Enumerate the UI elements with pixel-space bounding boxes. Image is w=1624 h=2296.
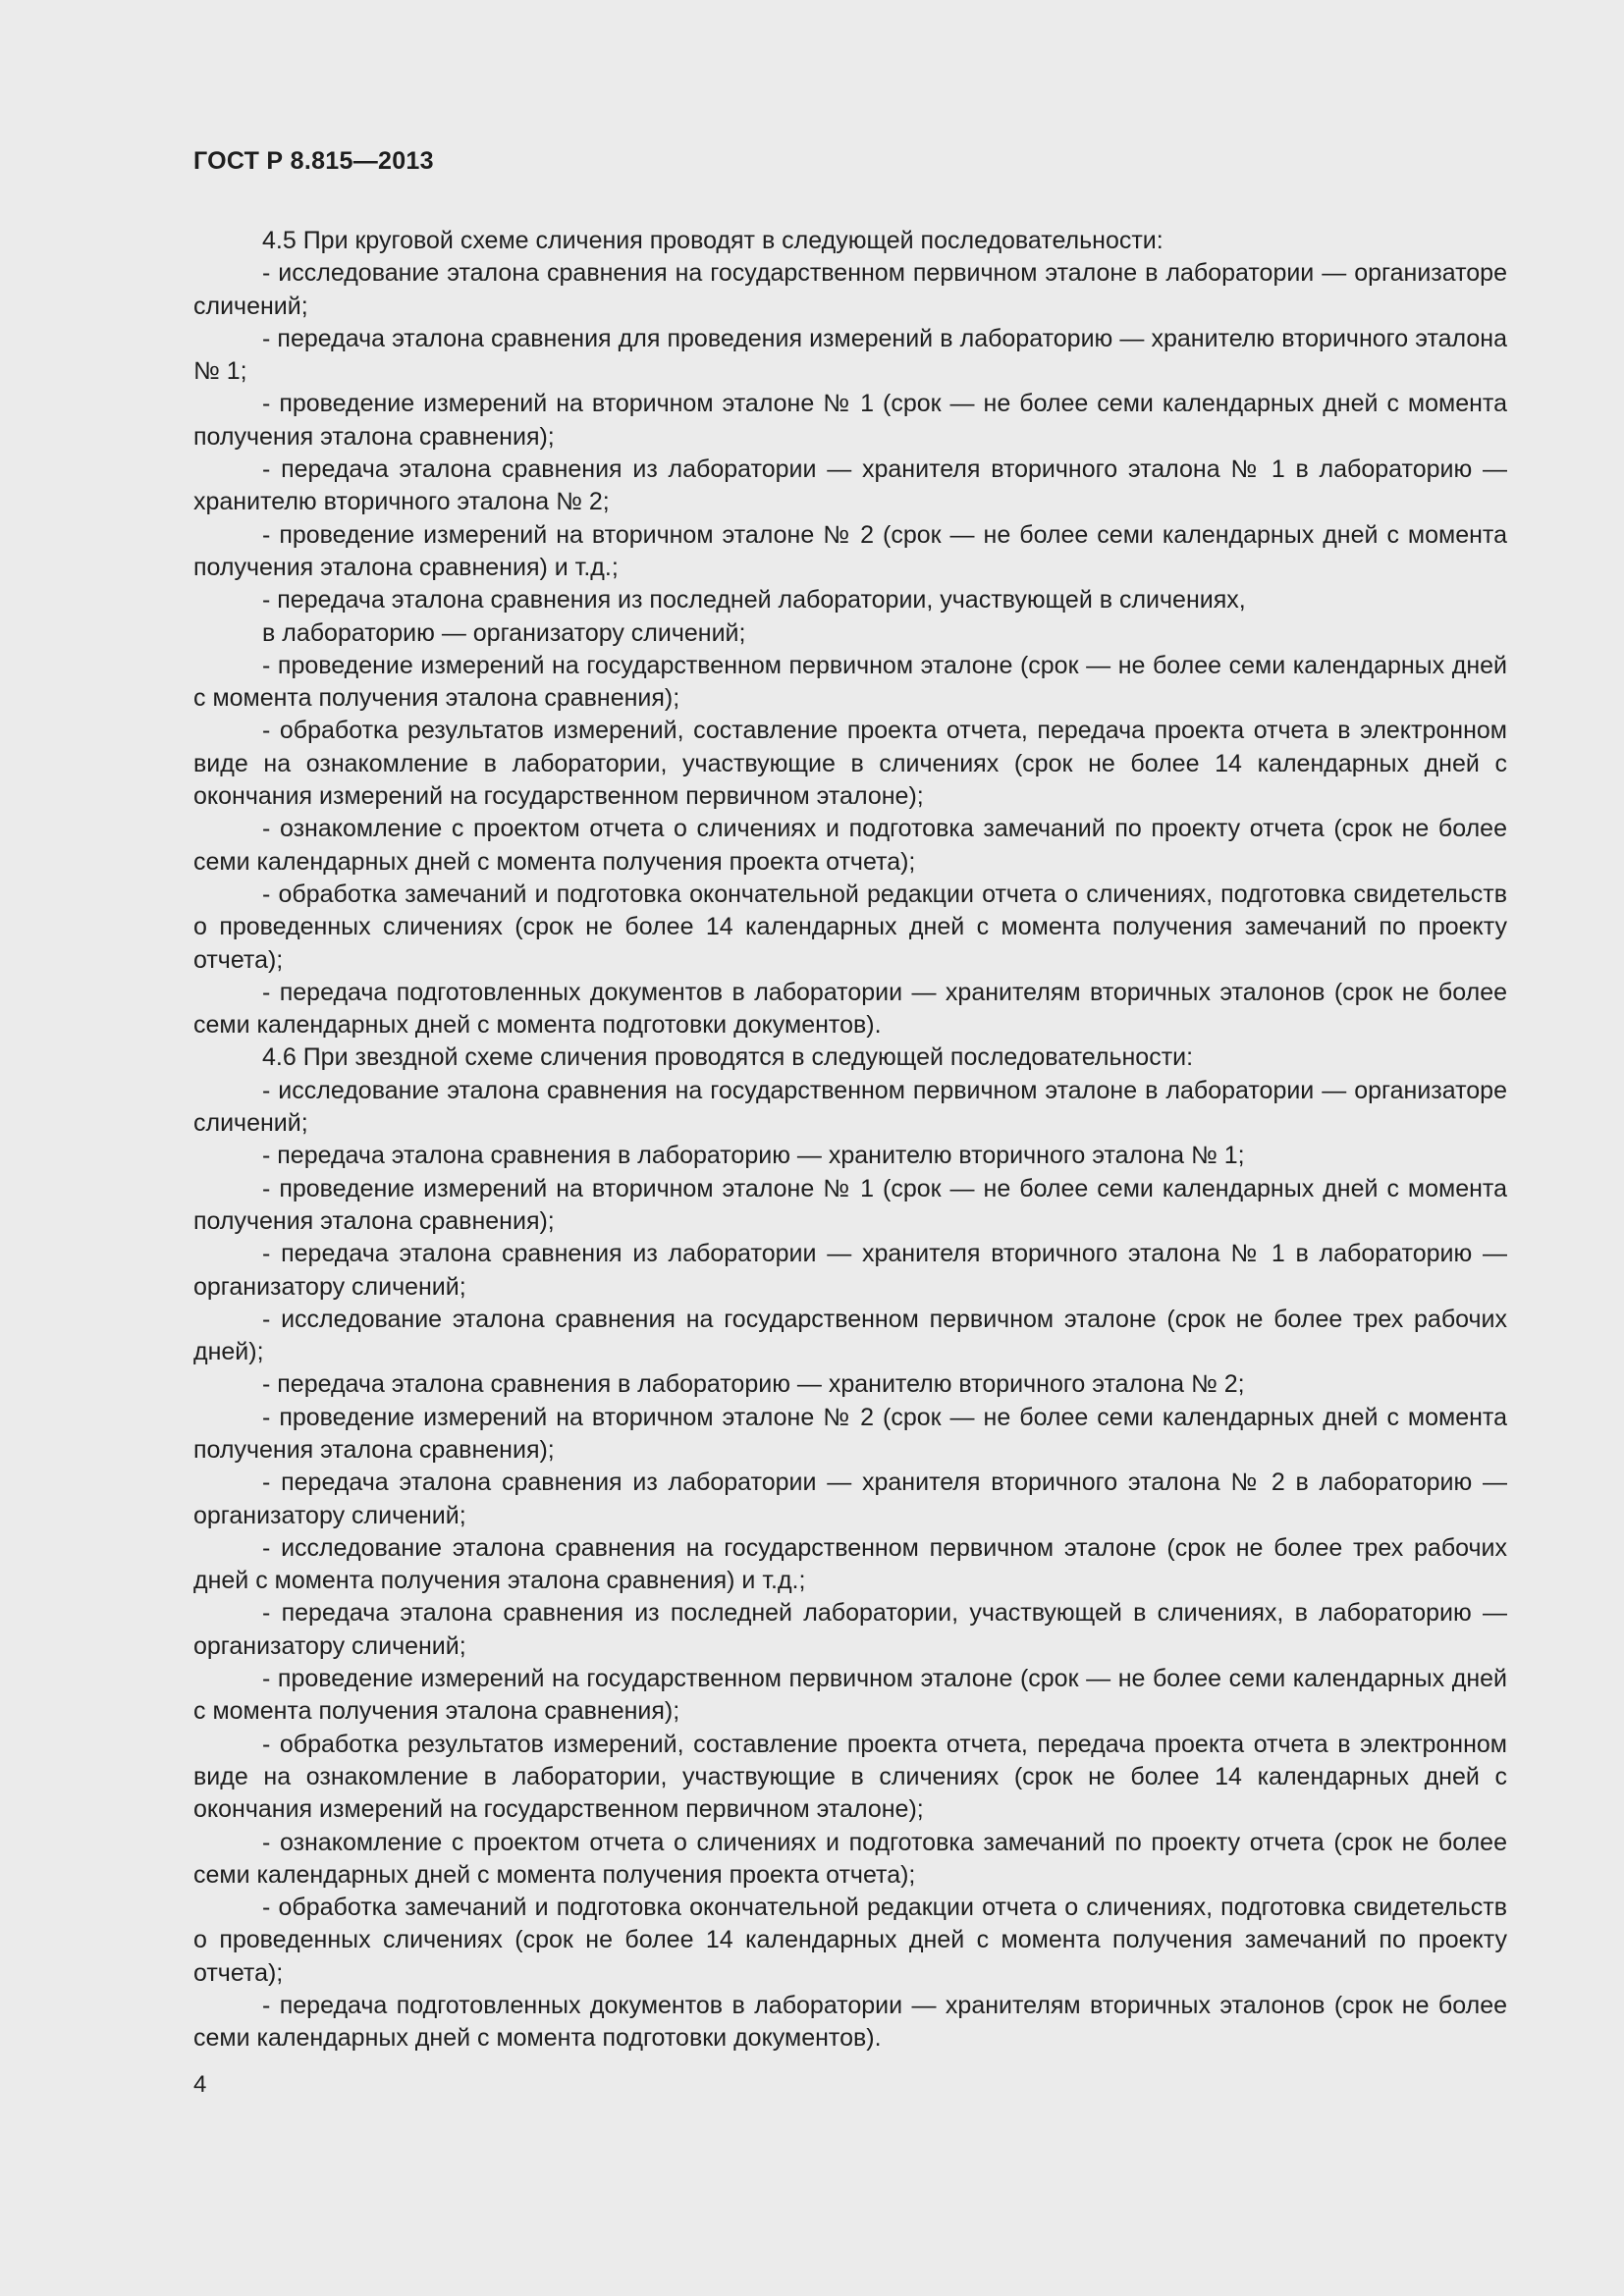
- list-item: - ознакомление с проектом отчета о сличениях и подготовка замечаний по проекту отчета (срок не более семи календарных дней с момента получения проекта отчета);: [193, 1828, 1507, 1889]
- document-header: ГОСТ Р 8.815—2013: [193, 147, 434, 175]
- list-item: - исследование эталона сравнения на государственном первичном эталоне в лаборатории — организаторе сличений;: [193, 1076, 1507, 1138]
- list-item: - передача эталона сравнения в лабораторию — хранителю вторичного эталона № 1;: [262, 1142, 1245, 1170]
- list-item: - передача эталона сравнения в лабораторию — хранителю вторичного эталона № 2;: [262, 1370, 1245, 1399]
- list-item-continuation: в лабораторию — организатору сличений;: [262, 618, 746, 647]
- paragraph-4-5-intro: 4.5 При круговой схеме сличения проводят в следующей последовательности:: [262, 227, 1164, 254]
- list-item: - проведение измерений на вторичном эталоне № 1 (срок — не более семи календарных дней с момента получения эталона сравнения);: [193, 1174, 1507, 1235]
- list-item: - ознакомление с проектом отчета о сличениях и подготовка замечаний по проекту отчета (срок не более семи календарных дней с момента получения проекта отчета);: [193, 815, 1507, 876]
- list-item: - проведение измерений на государственном первичном эталоне (срок — не более семи календарных дней с момента получения эталона сравнения);: [193, 651, 1507, 713]
- list-item: - проведение измерений на вторичном эталоне № 2 (срок — не более семи календарных дней с момента получения эталона сравнения) и т.д.;: [193, 520, 1507, 581]
- list-item: - проведение измерений на вторичном эталоне № 1 (срок — не более семи календарных дней с момента получения эталона сравнения);: [193, 390, 1507, 451]
- list-item: - исследование эталона сравнения на государственном первичном эталоне в лаборатории — организаторе сличений;: [193, 259, 1507, 320]
- list-item: - обработка замечаний и подготовка окончательной редакции отчета о сличениях, подготовка свидетельств о проведенных сличениях (срок не более 14 календарных дней с момента получения замечаний по проекту отчета);: [193, 880, 1507, 974]
- list-item: - передача подготовленных документов в лаборатории — хранителям вторичных эталонов (срок не более семи календарных дней с момента подготовки документов).: [193, 1992, 1507, 2053]
- page-number: 4: [193, 2071, 207, 2098]
- list-item: - передача эталона сравнения из лаборатории — хранителя вторичного эталона № 1 в лабораторию — хранителю вторичного эталона № 2;: [193, 455, 1507, 516]
- list-item: - передача эталона сравнения из лаборатории — хранителя вторичного эталона № 2 в лабораторию — организатору сличений;: [193, 1468, 1507, 1529]
- list-item: - обработка замечаний и подготовка окончательной редакции отчета о сличениях, подготовка свидетельств о проведенных сличениях (срок не более 14 календарных дней с момента получения замечаний по проекту отчета);: [193, 1894, 1507, 1987]
- list-item: - передача эталона сравнения из лаборатории — хранителя вторичного эталона № 1 в лабораторию — организатору сличений;: [193, 1240, 1507, 1301]
- list-item: - передача эталона сравнения для проведения измерений в лабораторию — хранителю вторичного эталона № 1;: [193, 324, 1507, 386]
- list-item: - проведение измерений на вторичном эталоне № 2 (срок — не более семи календарных дней с момента получения эталона сравнения);: [193, 1403, 1507, 1464]
- list-item: - передача эталона сравнения из последней лаборатории, участвующей в сличениях, в лабораторию — организатору сличений;: [193, 1599, 1507, 1660]
- paragraph-4-6-intro: 4.6 При звездной схеме сличения проводятся в следующей последовательности:: [262, 1043, 1194, 1072]
- list-item: - обработка результатов измерений, составление проекта отчета, передача проекта отчета в электронном виде на ознакомление в лаборатории, участвующие в сличениях (срок не более 14 календарных дней с окончания измерений на государственном первичном эталоне);: [193, 1730, 1507, 1824]
- list-item: - передача эталона сравнения из последней лаборатории, участвующей в сличениях,: [262, 586, 1246, 614]
- list-item: - исследование эталона сравнения на государственном первичном эталоне (срок не более трех рабочих дней);: [193, 1305, 1507, 1366]
- list-item: - проведение измерений на государственном первичном эталоне (срок — не более семи календарных дней с момента получения эталона сравнения);: [193, 1665, 1507, 1726]
- list-item: - исследование эталона сравнения на государственном первичном эталоне (срок не более трех рабочих дней с момента получения эталона сравнения) и т.д.;: [193, 1533, 1507, 1595]
- list-item: - обработка результатов измерений, составление проекта отчета, передача проекта отчета в электронном виде на ознакомление в лаборатории, участвующие в сличениях (срок не более 14 календарных дней с окончания измерений на государственном первичном эталоне);: [193, 717, 1507, 811]
- document-body: [193, 225, 1507, 2056]
- list-item: - передача подготовленных документов в лаборатории — хранителям вторичных эталонов (срок не более семи календарных дней с момента подготовки документов).: [193, 978, 1507, 1040]
